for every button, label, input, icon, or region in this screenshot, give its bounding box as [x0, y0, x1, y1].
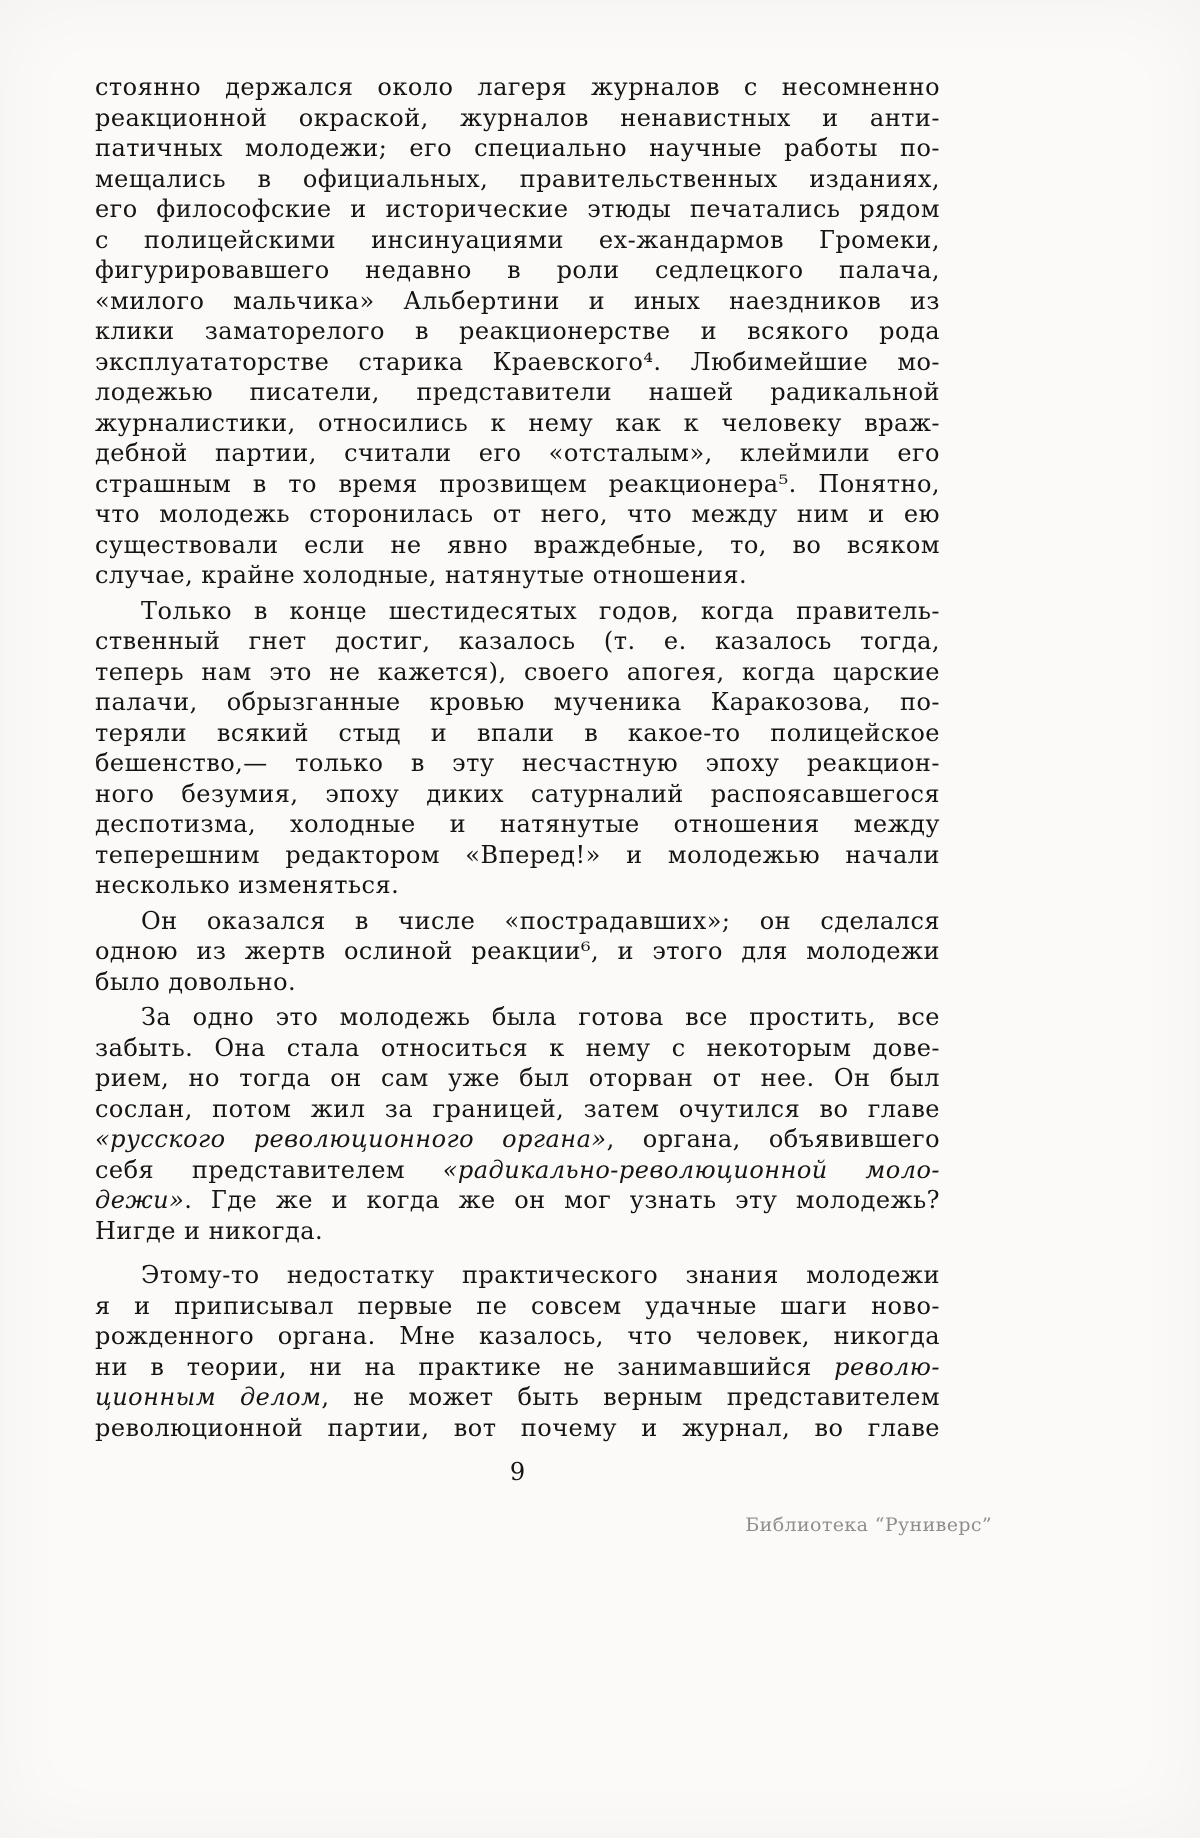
text-line: [95, 1094, 940, 1125]
text-segment: журналистики, относились к нему как к человеку враж-: [95, 408, 940, 437]
text-line: [95, 906, 940, 937]
text-line: [95, 1033, 940, 1064]
text-segment: ного безумия, эпоху диких сатурналий распоясавшегося: [95, 779, 940, 808]
text-line: [95, 438, 940, 469]
text-line: [95, 1063, 940, 1094]
text-line: [95, 530, 940, 561]
text-segment: теперешним редактором «Вперед!» и молодежью начали: [95, 840, 940, 869]
text-segment: Этому-то недостатку практического знания молодежи: [141, 1261, 940, 1289]
text-segment: рием, но тогда он сам уже был оторван от нее. Он был: [95, 1064, 940, 1092]
text-line: [95, 967, 940, 998]
text-line: [95, 840, 940, 871]
text-segment: страшным в то время прозвищем реакционера⁵. Понятно,: [95, 469, 940, 498]
paragraph: [95, 72, 940, 591]
text-line: [95, 626, 940, 657]
text-line: [95, 1291, 940, 1322]
text-segment: сослан, потом жил за границей, затем очутился во главе: [95, 1094, 940, 1123]
text-line: [95, 469, 940, 500]
text-segment: революционной партии, вот почему и журнал, во главе: [95, 1413, 940, 1442]
text-segment: , не может быть верным представителем: [321, 1383, 940, 1411]
text-line: [95, 225, 940, 256]
text-segment: его философские и исторические этюды печатались рядом: [95, 195, 940, 223]
text-segment: За одно это молодежь была готова все простить, все: [141, 1003, 940, 1031]
text-line: [95, 779, 940, 810]
text-line: [95, 748, 940, 779]
page-text: [95, 72, 940, 1443]
text-line: [95, 1002, 940, 1033]
text-segment: лодежью писатели, представители нашей радикальной: [95, 378, 940, 406]
paragraph: [95, 1002, 940, 1246]
text-line: [95, 1216, 940, 1247]
text-segment: Он оказался в числе «пострадавших»; он сделался: [141, 906, 940, 935]
italic-text: «русского революционного органа»: [95, 1125, 607, 1153]
text-line: [95, 103, 940, 134]
text-segment: , органа, объявившего: [606, 1125, 941, 1153]
paragraph: [95, 906, 940, 998]
text-line: [95, 164, 940, 195]
paragraph: [95, 1260, 940, 1443]
text-line: [95, 377, 940, 408]
italic-text: ционным делом: [95, 1383, 322, 1411]
text-segment: фигурировавшего недавно в роли седлецкого палача,: [95, 256, 940, 284]
text-line: [95, 560, 940, 591]
text-segment: патичных молодежи; его специально научные работы по-: [95, 134, 940, 162]
text-segment: бешенство,— только в эту несчастную эпоху реакцион-: [95, 749, 940, 777]
watermark: Библиотека “Руниверс”: [745, 1514, 992, 1536]
text-segment: ственный гнет достиг, казалось (т. е. казалось тогда,: [95, 627, 940, 655]
text-line: [95, 499, 940, 530]
text-segment: было довольно.: [95, 967, 297, 996]
text-segment: клики заматорелого в реакционерстве и всякого рода: [95, 317, 940, 345]
text-line: [95, 286, 940, 317]
text-segment: Нигде и никогда.: [95, 1216, 324, 1245]
italic-text: «радикально-революционной моло-: [442, 1155, 940, 1184]
text-line: [95, 255, 940, 286]
text-segment: палачи, обрызганные кровью мученика Каракозова, по-: [95, 688, 940, 716]
text-segment: ни в теории, ни на практике не занимавшийся: [95, 1352, 835, 1381]
text-line: [95, 1321, 940, 1352]
text-segment: забыть. Она стала относиться к нему с некоторым дове-: [95, 1033, 940, 1062]
text-segment: реакционной окраской, журналов ненавистных и анти-: [95, 103, 940, 132]
text-segment: «милого мальчика» Альбертини и иных наездников из: [95, 286, 940, 315]
text-line: [95, 316, 940, 347]
text-segment: существовали если не явно враждебные, то, во всяком: [95, 530, 940, 559]
text-line: [95, 809, 940, 840]
text-segment: . Где же и когда же он мог узнать эту молодежь?: [184, 1186, 940, 1214]
text-segment: теперь нам это не кажется), своего апогея, когда царские: [95, 657, 940, 686]
paragraph: [95, 596, 940, 901]
italic-text: револю-: [834, 1352, 940, 1381]
text-segment: теряли всякий стыд и впали в какое-то полицейское: [95, 718, 940, 747]
text-line: [95, 1260, 940, 1291]
text-line: [95, 133, 940, 164]
text-segment: себя представителем: [95, 1155, 443, 1184]
text-line: [95, 657, 940, 688]
text-line: [95, 1352, 940, 1383]
text-line: [95, 1413, 940, 1444]
text-segment: Только в конце шестидесятых годов, когда правитель-: [141, 596, 940, 625]
text-line: [95, 1185, 940, 1216]
text-line: [95, 1155, 940, 1186]
text-segment: деспотизма, холодные и натянутые отношения между: [95, 810, 940, 838]
text-segment: рожденного органа. Мне казалось, что человек, никогда: [95, 1322, 940, 1350]
text-segment: стоянно держался около лагеря журналов с несомненно: [95, 73, 940, 101]
text-line: [95, 72, 940, 103]
text-line: [95, 596, 940, 627]
text-segment: что молодежь сторонилась от него, что между ним и ею: [95, 500, 940, 528]
text-line: [95, 936, 940, 967]
italic-text: дежи»: [95, 1186, 185, 1214]
text-line: [95, 1124, 940, 1155]
text-line: [95, 870, 940, 901]
text-line: [95, 408, 940, 439]
text-segment: с полицейскими инсинуациями ех-жандармов Громеки,: [95, 225, 940, 254]
text-segment: я и приписывал первые пе совсем удачные шаги ново-: [95, 1291, 940, 1320]
text-line: [95, 687, 940, 718]
text-segment: дебной партии, считали его «отсталым», клеймили его: [95, 439, 940, 467]
text-segment: эксплуататорстве старика Краевского⁴. Любимейшие мо-: [95, 347, 940, 376]
text-segment: мещались в официальных, правительственных изданиях,: [95, 164, 940, 193]
text-line: [95, 194, 940, 225]
text-line: [95, 1382, 940, 1413]
text-segment: одною из жертв ослиной реакции⁶, и этого для молодежи: [95, 937, 940, 965]
text-line: [95, 718, 940, 749]
text-segment: случае, крайне холодные, натянутые отношения.: [95, 561, 748, 589]
text-segment: несколько изменяться.: [95, 871, 400, 899]
text-line: [95, 347, 940, 378]
page-number: 9: [509, 1458, 526, 1486]
